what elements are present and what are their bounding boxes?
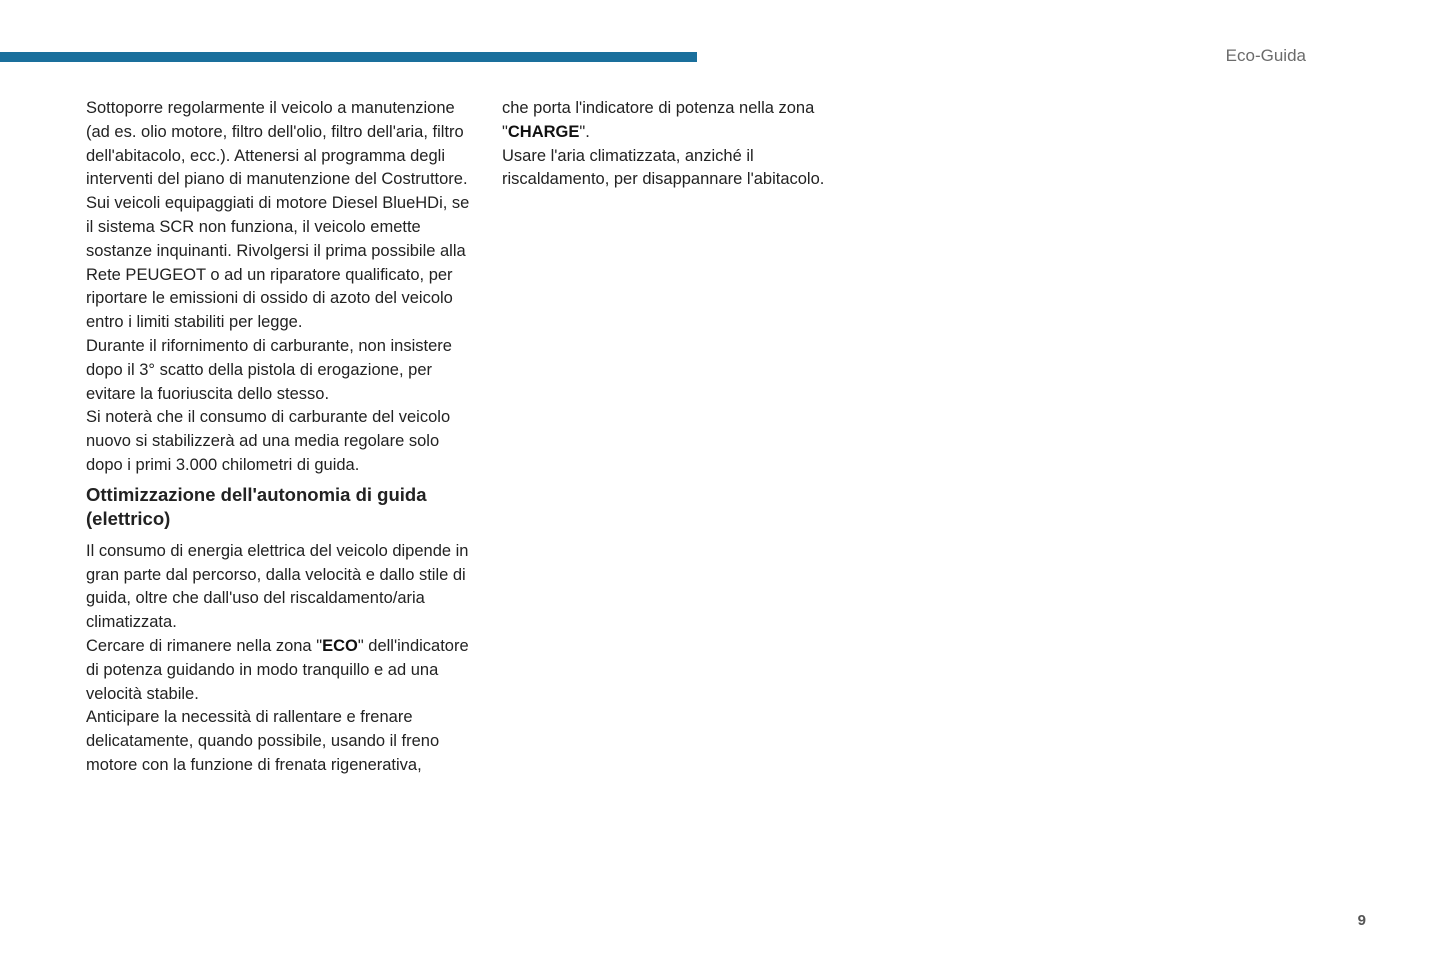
charge-label: CHARGE bbox=[507, 122, 580, 141]
maintenance-paragraph: Sottoporre regolarmente il veicolo a manutenzione (ad es. olio motore, filtro dell'olio, filtro dell'aria, filtro dell'abitacolo, ecc.). Attenersi al programma degli interventi del piano di manutenzione del Costruttore. bbox=[86, 99, 468, 189]
consumption-paragraph: Si noterà che il consumo di carburante del veicolo nuovo si stabilizzerà ad una media regolare solo dopo i primi 3.000 chilometri di guida. bbox=[86, 408, 451, 474]
electric-range-heading: Ottimizzazione dell'autonomia di guida (elettrico) bbox=[86, 483, 427, 529]
refuelling-paragraph: Durante il rifornimento di carburante, non insistere dopo il 3° scatto della pistola di erogazione, per evitare la fuoriuscita dello stesso. bbox=[86, 336, 452, 403]
regenerative-braking-paragraph: Anticipare la necessità di rallentare e frenare delicatamente, quando possibile, usando il freno motore con la funzione di frenata rigenerativa, bbox=[86, 708, 440, 774]
charge-zone-text-before: che porta l'indicatore di potenza nella zona " bbox=[502, 99, 815, 141]
bluehdi-paragraph: Sui veicoli equipaggiati di motore Diesel BlueHDi, se il sistema SCR non funziona, il veicolo emette sostanze inquinanti. Rivolgersi il prima possibile alla Rete PEUGEOT o ad un riparatore qualificato, per riportare le emissioni di ossido di azoto del veicolo entro i limiti stabiliti per legge. bbox=[86, 194, 470, 332]
air-conditioning-paragraph: Usare l'aria climatizzata, anziché il riscaldamento, per disappannare l'abitacolo. bbox=[502, 146, 825, 189]
header-accent-bar bbox=[0, 52, 697, 62]
energy-consumption-paragraph: Il consumo di energia elettrica del veicolo dipende in gran parte dal percorso, dalla velocità e dallo stile di guida, oltre che dall'uso del riscaldamento/aria climatizzata. bbox=[86, 541, 469, 632]
charge-zone-paragraph bbox=[502, 97, 862, 145]
left-column bbox=[86, 97, 478, 778]
eco-label: ECO bbox=[322, 636, 358, 655]
eco-zone-paragraph bbox=[86, 635, 478, 706]
right-column bbox=[502, 97, 862, 192]
eco-zone-text-after: " dell'indicatore di potenza guidando in modo tranquillo e ad una velocità stabile. bbox=[86, 636, 469, 703]
page-number: 9 bbox=[1357, 912, 1366, 929]
section-title: Eco-Guida bbox=[1225, 46, 1306, 65]
charge-zone-text-after: ". bbox=[579, 122, 590, 141]
eco-zone-text-before: Cercare di rimanere nella zona " bbox=[86, 636, 323, 655]
